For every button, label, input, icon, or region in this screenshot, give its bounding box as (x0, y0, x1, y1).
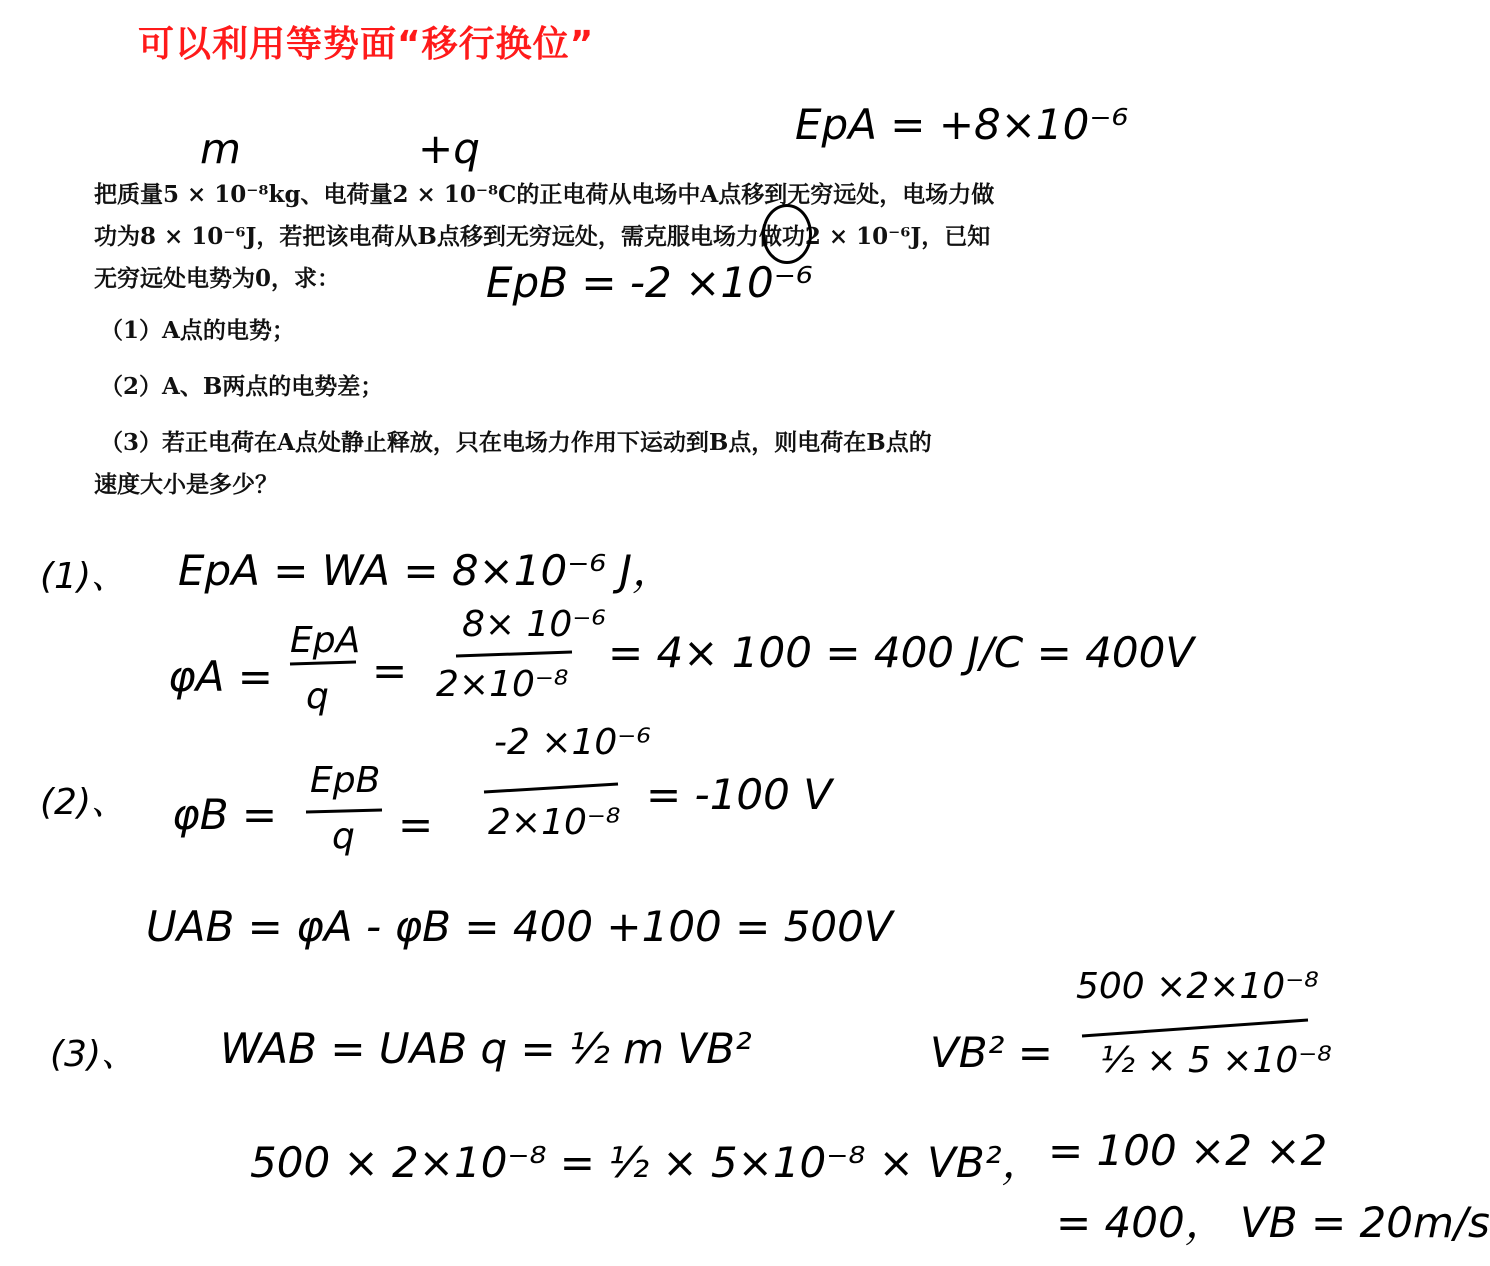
fraction-bar (456, 652, 572, 656)
question-1: （1）A点的电势； (100, 317, 295, 344)
fraction-bar (290, 662, 356, 664)
solution-1-result: = 4× 100 = 400 J/C = 400V (608, 628, 1195, 677)
solution-1-frac1-num: EpA (290, 620, 361, 661)
solution-3-work: WAB = UAB q = ½ m VB² (220, 1024, 752, 1073)
solution-2-frac2-num: -2 ×10⁻⁶ (494, 722, 651, 763)
solution-1-phi: φA = (168, 652, 273, 701)
annotation-epa: EpA = +8×10⁻⁶ (795, 100, 1129, 149)
solution-3-label: (3)、 (50, 1034, 137, 1075)
solution-3-substitution: 500 × 2×10⁻⁸ = ½ × 5×10⁻⁸ × VB²， (250, 1138, 1044, 1187)
fraction-bar (484, 784, 618, 792)
problem-stem-line: 功为8 × 10⁻⁶J，若把该电荷从B点移到无穷远处，需克服电场力做功2 × 10⁻⁶J，已知 (94, 223, 991, 250)
question-3: （3）若正电荷在A点处静止释放，只在电场力作用下运动到B点，则电荷在B点的 (100, 429, 932, 456)
solution-2-frac1-num: EpB (310, 760, 381, 801)
solution-2-phi: φB = (172, 790, 278, 839)
solution-1-frac1-den: q (306, 676, 329, 717)
question-2: （2）A、B两点的电势差； (100, 373, 384, 400)
solution-2-eq: = (398, 800, 434, 849)
solution-3-result-1: = 100 ×2 ×2 (1048, 1126, 1328, 1175)
solution-3-frac-den: ½ × 5 ×10⁻⁸ (1100, 1040, 1332, 1081)
fraction-bar (1082, 1020, 1308, 1036)
solution-3-frac-num: 500 ×2×10⁻⁸ (1076, 966, 1319, 1007)
annotation-charge: +q (418, 124, 480, 173)
solution-2-result: = -100 V (646, 770, 832, 819)
fraction-bar (306, 810, 382, 812)
problem-stem-line: 把质量5 × 10⁻⁸kg、电荷量2 × 10⁻⁸C的正电荷从电场中A点移到无穷远处，电场力做 (94, 181, 995, 208)
annotation-epb: EpB = -2 ×10⁻⁶ (486, 258, 813, 307)
solution-2-label: (2)、 (40, 782, 127, 823)
solution-2-frac2-den: 2×10⁻⁸ (488, 802, 621, 843)
solution-2-frac1-den: q (332, 816, 355, 857)
solution-3-result-2: = 400， VB = 20m/s (1056, 1198, 1490, 1247)
solution-3-vb: VB² = (930, 1028, 1053, 1077)
solution-1-epa: EpA = WA = 8×10⁻⁶ J， (178, 546, 674, 595)
solution-1-label: (1)、 (40, 556, 127, 597)
problem-stem-line: 无穷远处电势为0，求： (94, 265, 341, 292)
slide-title: 可以利用等势面“移行换位” (138, 24, 595, 65)
solution-1-eq: = (372, 646, 408, 695)
solution-2-uab: UAB = φA - φB = 400 +100 = 500V (146, 902, 893, 951)
question-3-cont: 速度大小是多少？ (94, 471, 278, 498)
solution-1-frac2-num: 8× 10⁻⁶ (462, 604, 606, 645)
solution-1-frac2-den: 2×10⁻⁸ (436, 664, 569, 705)
annotation-mass: m (200, 124, 241, 173)
